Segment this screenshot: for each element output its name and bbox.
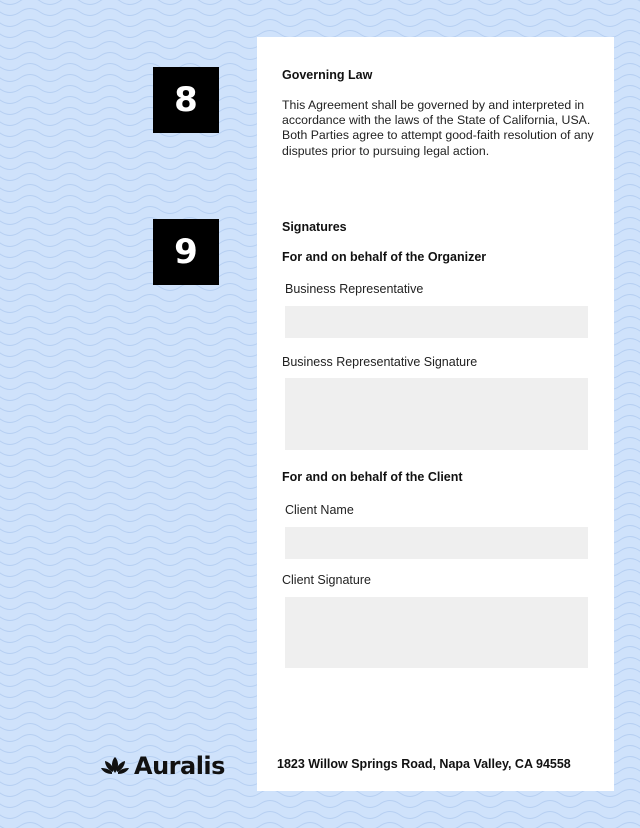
governing-law-heading: Governing Law [282,68,373,82]
lotus-icon [100,755,130,777]
section-number-8: 8 [153,67,219,133]
organizer-heading: For and on behalf of the Organizer [282,250,487,264]
brand-logo [100,751,225,781]
business-representative-label: Business Representative [285,282,424,296]
client-signature-label: Client Signature [282,573,371,587]
section-number-9: 9 [153,219,219,285]
footer-address: 1823 Willow Springs Road, Napa Valley, CA 94558 [277,757,571,771]
client-heading: For and on behalf of the Client [282,470,463,484]
business-representative-signature-label: Business Representative Signature [282,355,478,369]
client-name-label: Client Name [285,503,354,517]
brand-name: Auralis [134,752,225,780]
signatures-heading: Signatures [282,220,347,234]
document-panel [257,37,614,791]
business-representative-field[interactable] [285,306,588,338]
business-representative-signature-field[interactable] [285,378,588,450]
client-name-field[interactable] [285,527,588,559]
governing-law-text: This Agreement shall be governed by and interpreted in accordance with the laws of the State of California, USA. Both Parties agree to attempt good-faith resolution of any disputes prior to pursuing legal action. [282,98,594,158]
client-signature-field[interactable] [285,597,588,668]
